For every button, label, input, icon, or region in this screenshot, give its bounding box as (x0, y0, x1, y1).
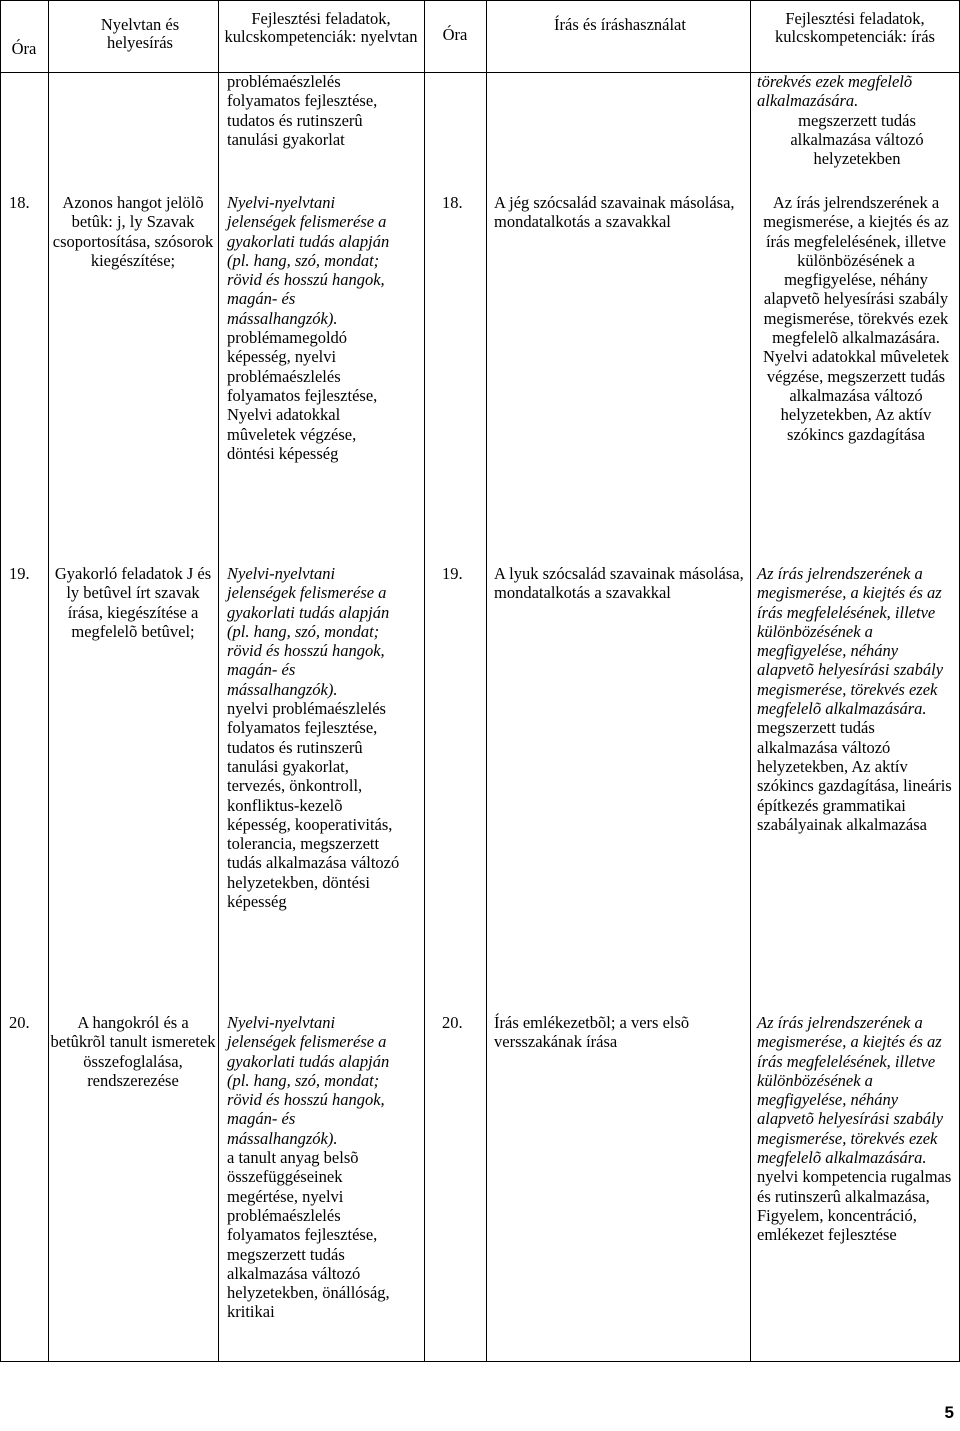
continuation-iras-fejl-normal: megszerzett tudás alkalmazása változó helyzetekben (790, 110, 924, 169)
row-18-fejl-normal: problémamegoldó képesség, nyelvi problémaészlelés folyamatos fejlesztése, Nyelvi adatokkal mûveletek végzése, döntési képesség (227, 328, 378, 463)
row-19-fejl-italic: Nyelvi-nyelvtani jelenségek felismerése a gyakorlati tudás alapján (pl. hang, szó, mondat; rövid és hosszú hangok, magán- és mássalhangzók). (227, 564, 390, 699)
row-19-iras-fejl (757, 564, 955, 834)
row-18-topic: Azonos hangot jelölõ betûk: j, ly Szavak csoportosítása, szósorok kiegészítése; (52, 193, 214, 270)
continuation-iras-fejl-italic: törekvés ezek megfelelõ alkalmazására. (757, 72, 913, 111)
row-20-fejl (227, 1013, 407, 1322)
col-border-4 (486, 0, 487, 1362)
row-19-iras: A lyuk szócsalád szavainak másolása, mondatalkotás a szavakkal (494, 564, 744, 603)
row-19-num-right: 19. (442, 564, 463, 583)
header-fejl-nyelvtan: Fejlesztési feladatok, kulcskompetenciák: nyelvtan (224, 9, 418, 46)
row-20-num-right: 20. (442, 1013, 463, 1032)
row-18-fejl-italic: Nyelvi-nyelvtani jelenségek felismerése a gyakorlati tudás alapján (pl. hang, szó, mondat; rövid és hosszú hangok, magán- és mássalhangzók). (227, 193, 390, 328)
row-19-num-left: 19. (9, 564, 30, 583)
row-20-fejl-normal: a tanult anyag belsõ összefüggéseinek megértése, nyelvi problémaészlelés folyamatos fejlesztése, megszerzett tudás alkalmazása változó helyzetekben, önállóság, kritikai (227, 1148, 390, 1322)
row-19-fejl (227, 564, 407, 911)
page-number: 5 (944, 1403, 954, 1422)
row-20-num-left: 20. (9, 1013, 30, 1032)
table-bottom-border (0, 1361, 960, 1362)
row-19-topic: Gyakorló feladatok J és ly betûvel írt szavak írása, kiegészítése a megfelelõ betûvel; (54, 564, 212, 641)
row-19-iras-fejl-italic: Az írás jelrendszerének a megismerése, a kiejtés és az írás megfelelésének, illetve különbözésének a megfigyelése, néhány alapvetõ helyesírási szabály megismerése, törekvés ezek megfelelõ alkalmazására. (757, 564, 944, 719)
row-20-iras-fejl (757, 1013, 955, 1245)
col-border-1 (48, 0, 49, 1362)
col-border-5 (750, 0, 751, 1362)
continuation-nyelvtan-fejl: problémaészlelés folyamatos fejlesztése, tudatos és rutinszerû tanulási gyakorlat (227, 72, 378, 149)
row-18-iras: A jég szócsalád szavainak másolása, mondatalkotás a szavakkal (494, 193, 735, 232)
header-iras: Írás és íráshasználat (554, 15, 686, 34)
header-ora-right: Óra (442, 25, 468, 44)
row-18-num-left: 18. (9, 193, 30, 212)
row-20-iras-fejl-italic: Az írás jelrendszerének a megismerése, a kiejtés és az írás megfelelésének, illetve különbözésének a megfigyelése, néhány alapvetõ helyesírási szabály megismerése, törekvés ezek megfelelõ alkalmazására. (757, 1013, 944, 1168)
row-18-iras-fejl (757, 193, 955, 444)
col-border-0 (0, 0, 1, 1362)
row-18-fejl (227, 193, 407, 463)
table-top-border (0, 0, 960, 1)
continuation-iras-fejl (757, 72, 957, 168)
row-18-iras-fejl-normal: Az írás jelrendszerének a megismerése, a kiejtés és az írás megfelelésének, illetve különbözésének a megfigyelése, néhány alapvetõ helyesírási szabály megismerése, törekvés ezek megfelelõ alkalmazására. Nyelvi adatokkal mûveletek végzése, megszerzett tudás alkalmazása változó helyzetekben, Az aktív szókincs gazdagítása (762, 193, 950, 444)
col-border-3 (424, 0, 425, 1362)
header-fejl-iras: Fejlesztési feladatok, kulcskompetenciák: írás (775, 9, 935, 46)
row-20-iras: Írás emlékezetbõl; a vers elsõ versszakának írása (494, 1013, 690, 1052)
col-border-2 (218, 0, 219, 1362)
row-18-num-right: 18. (442, 193, 463, 212)
header-ora-left: Óra (11, 39, 37, 58)
row-20-topic: A hangokról és a betûkrõl tanult ismeretek összefoglalása, rendszerezése (50, 1013, 216, 1090)
row-20-iras-fejl-normal: nyelvi kompetencia rugalmas és rutinszerû alkalmazása, Figyelem, koncentráció, emlékezet fejlesztése (757, 1167, 952, 1245)
row-19-iras-fejl-normal: megszerzett tudás alkalmazása változó helyzetekben, Az aktív szókincs gazdagítása, lineáris építkezés grammatikai szabályainak alkalmazása (757, 718, 952, 834)
header-nyelvtan: Nyelvtan és helyesírás (100, 15, 180, 52)
row-19-fejl-normal: nyelvi problémaészlelés folyamatos fejlesztése, tudatos és rutinszerû tanulási gyakorlat, tervezés, önkontroll, konfliktus-kezelõ képesség, kooperativitás, tolerancia, megszerzett tudás alkalmazása változó helyzetekben, döntési képesség (227, 699, 400, 912)
row-20-fejl-italic: Nyelvi-nyelvtani jelenségek felismerése a gyakorlati tudás alapján (pl. hang, szó, mondat; rövid és hosszú hangok, magán- és mássalhangzók). (227, 1013, 390, 1148)
